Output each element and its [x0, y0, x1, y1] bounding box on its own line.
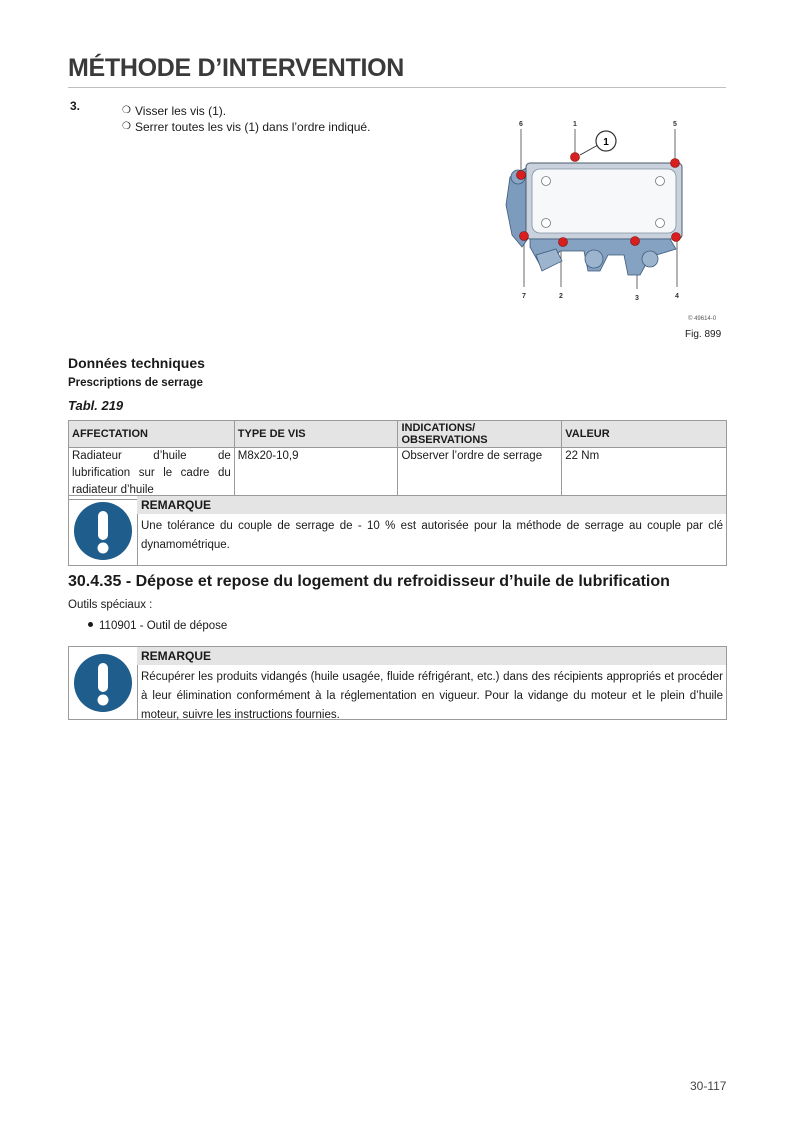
- column-header: AFFECTATION: [69, 421, 235, 448]
- special-tools-list: [88, 620, 227, 632]
- tightening-heading: Prescriptions de serrage: [68, 377, 203, 389]
- table-title: Tabl. 219: [68, 398, 124, 413]
- callout-label-7: 7: [522, 293, 526, 300]
- table-cell: 22 Nm: [562, 448, 727, 500]
- note-label: REMARQUE: [137, 647, 726, 665]
- note-label: REMARQUE: [137, 496, 726, 514]
- table-cell: M8x20-10,9: [234, 448, 398, 500]
- note-icon-cell: [69, 496, 138, 565]
- callout-label-2: 2: [559, 293, 563, 300]
- note-text: Récupérer les produits vidangés (huile usagée, fluide réfrigérant, etc.) dans des récipients appropriés et procéder à leur élimination conformément à la réglementation en vigueur. Pour la vidange du moteur et le plein d’huile moteur, suivre les instructions fournies.: [141, 671, 723, 721]
- oil-cooler-illustration: [500, 115, 720, 325]
- table-row: [69, 448, 727, 500]
- callout-label-1: 1: [573, 121, 577, 128]
- torque-table: [68, 420, 727, 500]
- page-number: 30-117: [690, 1079, 727, 1093]
- note-box: [68, 495, 727, 566]
- exclamation-circle-icon: [73, 501, 133, 561]
- figure-code: © 49614-0: [688, 316, 717, 322]
- column-header: TYPE DE VIS: [234, 421, 398, 448]
- special-tools-label: Outils spéciaux :: [68, 599, 153, 611]
- step-item-text: Serrer toutes les vis (1) dans l’ordre indiqué.: [135, 120, 371, 134]
- step-item: [122, 119, 370, 135]
- column-header: VALEUR: [562, 421, 727, 448]
- figure-caption: Fig. 899: [685, 329, 722, 340]
- callout-circle-label: 1: [603, 137, 609, 148]
- page-title: MÉTHODE D’INTERVENTION: [68, 54, 405, 82]
- title-divider: [68, 87, 726, 88]
- tool-text: 110901 - Outil de dépose: [99, 620, 228, 632]
- callout-label-3: 3: [635, 295, 639, 302]
- tech-data-heading: Données techniques: [68, 355, 205, 371]
- exclamation-circle-icon: [73, 653, 133, 713]
- step-item-text: Visser les vis (1).: [135, 104, 227, 118]
- step-number: 3.: [70, 99, 81, 113]
- section-heading: 30.4.35 - Dépose et repose du logement du refroidisseur d’huile de lubrification: [68, 573, 670, 590]
- step-instructions: [122, 103, 370, 135]
- table-header-row: [69, 421, 727, 448]
- list-item: [88, 620, 227, 632]
- circle-bullet-icon: ❍: [122, 121, 131, 132]
- callout-label-6: 6: [519, 121, 523, 128]
- bullet-icon: [88, 622, 93, 627]
- callout-label-5: 5: [673, 121, 677, 128]
- column-header: INDICATIONS/ OBSERVATIONS: [398, 421, 562, 448]
- circle-bullet-icon: ❍: [122, 105, 131, 116]
- callout-label-4: 4: [675, 293, 679, 300]
- note-box: [68, 646, 727, 720]
- note-text: Une tolérance du couple de serrage de - 10 % est autorisée pour la méthode de serrage au couple par clé dynamométrique.: [141, 520, 723, 551]
- step-item: [122, 103, 370, 119]
- table-cell: Radiateur d’huile de lubrification sur le cadre du radiateur d’huile: [69, 448, 235, 500]
- oil-cooler-figure: [500, 115, 720, 325]
- table-cell: Observer l’ordre de serrage: [398, 448, 562, 500]
- note-icon-cell: [69, 647, 138, 719]
